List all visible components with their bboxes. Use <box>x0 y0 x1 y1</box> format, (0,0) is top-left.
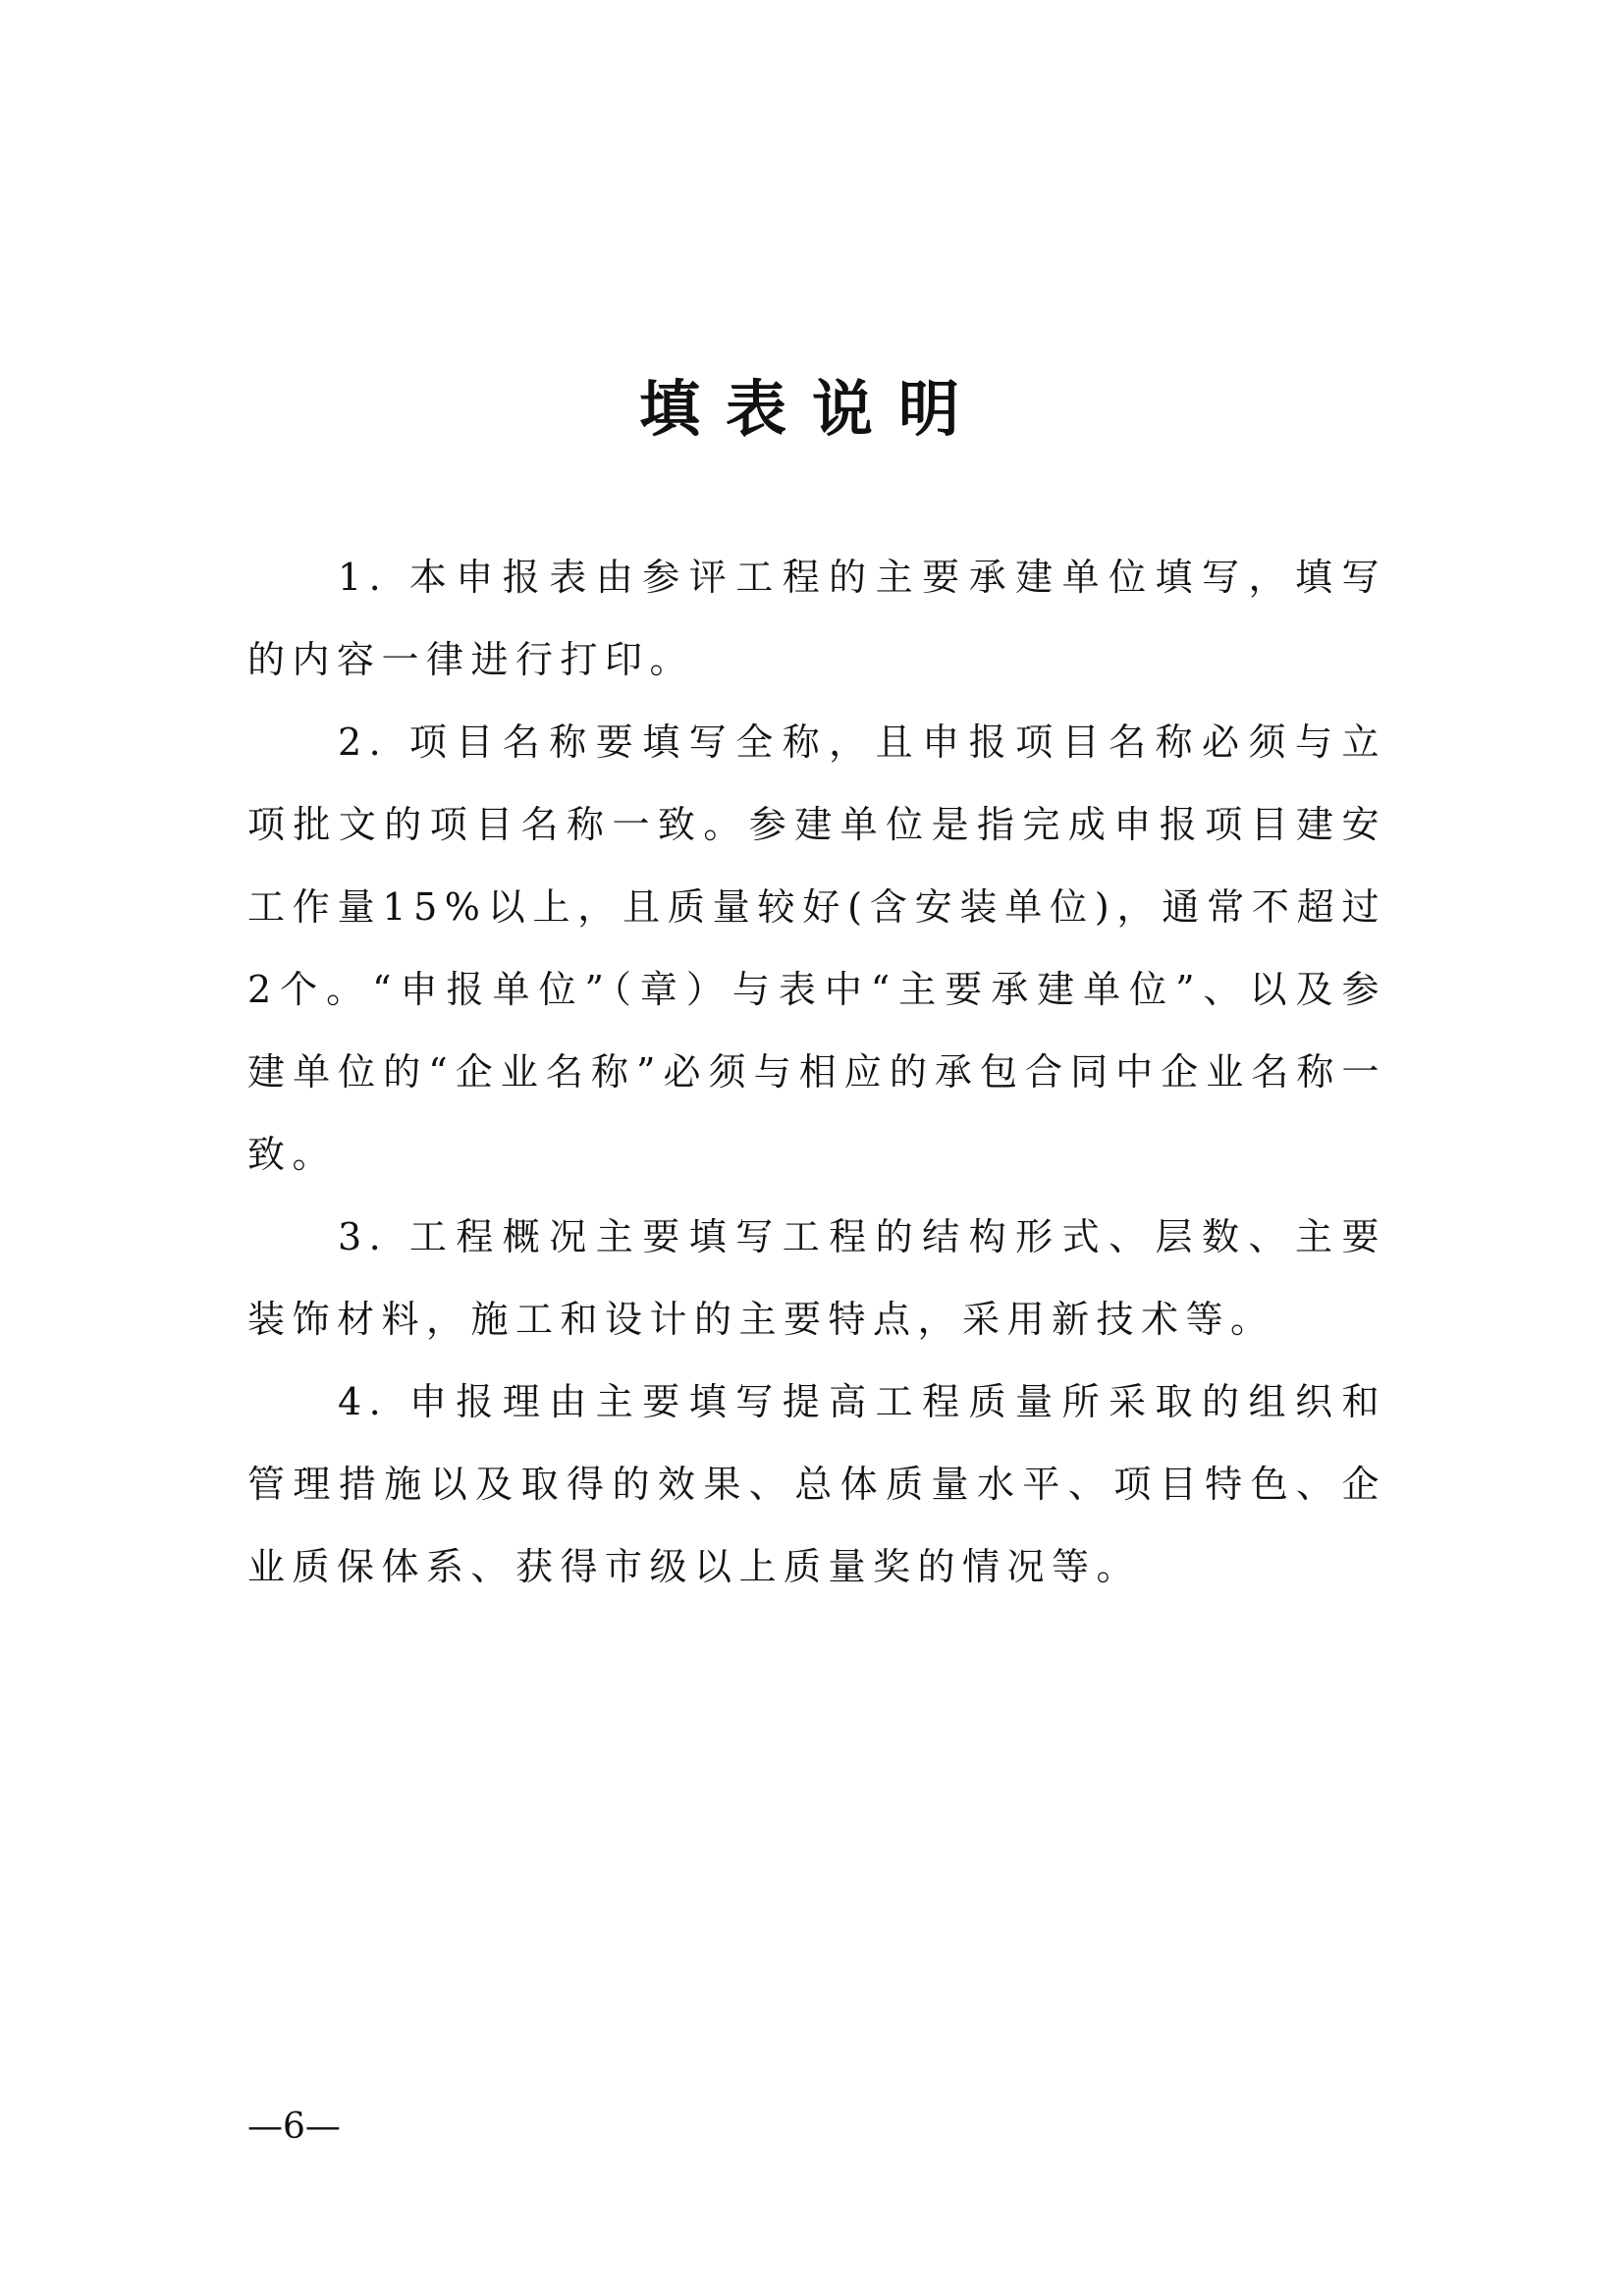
instruction-paragraph-2: 2. 项目名称要填写全称，且申报项目名称必须与立项批文的项目名称一致。参建单位是指完成申报项目建安工作量15%以上，且质量较好(含安装单位)，通常不超过2个。“申报单位”（章）与表中“主要承建单位”、以及参建单位的“企业名称”必须与相应的承包合同中企业名称一致。 <box>247 721 1386 1176</box>
instruction-paragraph-4: 4. 申报理由主要填写提高工程质量所采取的组织和管理措施以及取得的效果、总体质量水平、项目特色、企业质保体系、获得市级以上质量奖的情况等。 <box>247 1380 1386 1588</box>
instruction-paragraph-3: 3. 工程概况主要填写工程的结构形式、层数、主要装饰材料，施工和设计的主要特点，采用新技术等。 <box>247 1215 1386 1341</box>
instruction-paragraph-1: 1. 本申报表由参评工程的主要承建单位填写，填写的内容一律进行打印。 <box>247 556 1386 681</box>
page-number: —6— <box>247 2107 341 2147</box>
instructions-body <box>247 536 1386 1608</box>
page-title: 填表说明 <box>638 373 985 445</box>
